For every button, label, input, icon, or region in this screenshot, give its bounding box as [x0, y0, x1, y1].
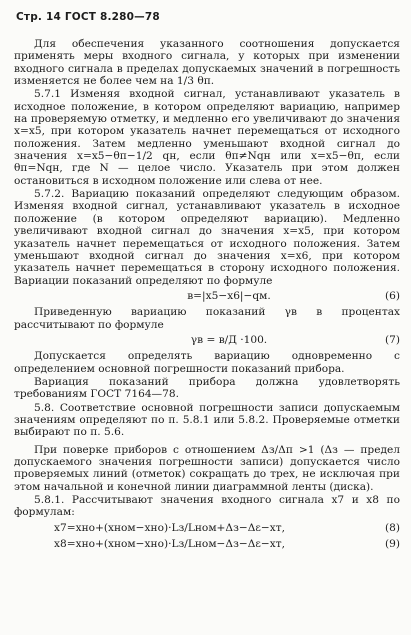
equation-8 [14, 522, 400, 534]
paragraph-reduced-variation: Приведенную вариацию показаний γв в процентах рассчитывают по формуле [14, 306, 400, 331]
paragraph-5-8-1: 5.8.1. Рассчитывают значения входного сигнала x7 и x8 по формулам: [14, 494, 400, 519]
page-header: Стр. 14 ГОСТ 8.280—78 [16, 11, 160, 23]
equation-7 [14, 334, 400, 346]
equation-8-number: (8) [384, 521, 400, 534]
equation-9 [14, 538, 400, 550]
equation-7-number: (7) [384, 333, 400, 346]
equation-8-text: x7=xно+(xном−xно)·Lз/Lном+Δз−Δε−xт, [54, 521, 285, 534]
equation-6-number: (6) [384, 289, 400, 302]
equation-6 [14, 290, 400, 302]
paragraph-5-7-1: 5.7.1 Изменяя входной сигнал, устанавливают указатель в исходное положение, в котором определяют вариацию, например на проверяемую отметку, и медленно его увеличивают до значения x=x5, при котором указатель начнет перемещаться от исходного положения. Затем медленно уменьшают входной сигнал до значения x=x5−θп−1/2 qн, если θп≠Nqн или x=x5−θп, если θп=Nqн, где N — целое число. Указатель при этом должен остановиться в исходном положение или слева от нее. [14, 88, 400, 187]
equation-7-text: γв = в/Д ·100. [190, 333, 268, 346]
paragraph-5-7-2: 5.7.2. Вариацию показаний определяют следующим образом. Изменяя входной сигнал, устанавливают указатель в исходное положение (в котором определяют вариацию). Медленно увеличивают входной сигнал до значения x=x5, при котором указатель начнет перемещаться от исходного положения. Затем уменьшают входной сигнал до значения x=x6, при котором указатель начнет перемещаться в сторону исходного положения. Вариации показаний определяют по формуле [14, 188, 400, 287]
paragraph-5-8: 5.8. Соответствие основной погрешности записи допускаемым значениям определяют по п. 5.8.1 или 5.8.2. Проверяемые отметки выбирают по п. 5.6. [14, 401, 400, 439]
paragraph-simultaneous: Допускается определять вариацию одновременно с определением основной погрешности показаний прибора. [14, 350, 400, 375]
equation-9-number: (9) [384, 538, 400, 551]
document-body [14, 38, 400, 554]
equation-9-text: x8=xно+(xном−xно)·Lз/Lном−Δз−Δε−xт, [54, 538, 285, 551]
paragraph-ratio-check: При поверке приборов с отношением Δз/Δп >1 (Δз — предел допускаемого значения погрешности записи) допускается число проверяемых линий (отметок) сокращать до трех, не исключая при этом начальной и конечной линии диаграммной ленты (диска). [14, 443, 400, 493]
paragraph-gost-requirement: Вариация показаний прибора должна удовлетворять требованиям ГОСТ 7164—78. [14, 375, 400, 401]
equation-6-text: в=|x5−x6|−qм. [187, 289, 271, 302]
paragraph-1: Для обеспечения указанного соотношения допускается применять меры входного сигнала, у которых при изменении входного сигнала в пределах допускаемых значений в погрешность изменяется не более чем на 1/3 θп. [14, 38, 400, 88]
